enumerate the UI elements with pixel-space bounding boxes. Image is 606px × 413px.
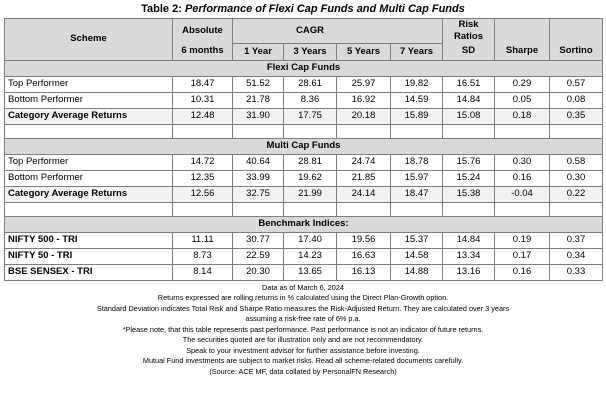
cell: 18.47 bbox=[173, 76, 233, 92]
header-blank bbox=[337, 19, 391, 44]
table-title-prefix: Table 2: bbox=[141, 3, 185, 15]
cell: 13.16 bbox=[443, 264, 495, 280]
header-scheme: Scheme bbox=[5, 19, 173, 61]
cell: 20.30 bbox=[233, 264, 284, 280]
cell: 40.64 bbox=[233, 154, 284, 170]
header-cagr: CAGR bbox=[284, 19, 337, 44]
table-row bbox=[5, 154, 603, 170]
header-1-year: 1 Year bbox=[233, 43, 284, 60]
table-row bbox=[5, 76, 603, 92]
cell: 15.89 bbox=[391, 108, 443, 124]
section-title-benchmark: Benchmark Indices: bbox=[5, 216, 603, 232]
cell: 11.11 bbox=[173, 232, 233, 248]
cell: 15.97 bbox=[391, 170, 443, 186]
cell: 17.40 bbox=[284, 232, 337, 248]
cell: 18.47 bbox=[391, 186, 443, 202]
cell: 12.48 bbox=[173, 108, 233, 124]
row-name: NIFTY 500 - TRI bbox=[5, 232, 173, 248]
cell: 0.08 bbox=[550, 92, 603, 108]
row-name: Category Average Returns bbox=[5, 186, 173, 202]
footnote: The securities quoted are for illustration only and are not recommendatory. bbox=[182, 335, 424, 344]
section-title-multi-cap: Multi Cap Funds bbox=[5, 138, 603, 154]
header-risk: Risk bbox=[458, 19, 479, 30]
header-blank bbox=[391, 19, 443, 44]
cell: 14.72 bbox=[173, 154, 233, 170]
cell: 0.58 bbox=[550, 154, 603, 170]
table-row-average bbox=[5, 108, 603, 124]
cell: 16.92 bbox=[337, 92, 391, 108]
cell: 24.14 bbox=[337, 186, 391, 202]
cell: 0.30 bbox=[550, 170, 603, 186]
cell: 0.22 bbox=[550, 186, 603, 202]
cell: 16.13 bbox=[337, 264, 391, 280]
header-3-years: 3 Years bbox=[284, 43, 337, 60]
cell: 17.75 bbox=[284, 108, 337, 124]
table-row bbox=[5, 170, 603, 186]
cell: 19.56 bbox=[337, 232, 391, 248]
cell: 8.73 bbox=[173, 248, 233, 264]
cell: 0.16 bbox=[495, 264, 550, 280]
section-title-flexi-cap: Flexi Cap Funds bbox=[5, 60, 603, 76]
cell: 21.85 bbox=[337, 170, 391, 186]
cell: 0.34 bbox=[550, 248, 603, 264]
cell: 13.65 bbox=[284, 264, 337, 280]
header-5-years: 5 Years bbox=[337, 43, 391, 60]
table-title-text: Performance of Flexi Cap Funds and Multi Cap Funds bbox=[184, 3, 465, 15]
cell: 0.37 bbox=[550, 232, 603, 248]
cell: 31.90 bbox=[233, 108, 284, 124]
footnote: Standard Deviation indicates Total Risk and Sharpe Ratio measures the Risk-Adjusted Return. They are calculated over 3 years bbox=[96, 303, 510, 313]
cell: 21.78 bbox=[233, 92, 284, 108]
cell: 0.57 bbox=[550, 76, 603, 92]
header-ratios: Ratios bbox=[453, 31, 484, 42]
table-row bbox=[5, 232, 603, 248]
header-blank bbox=[233, 19, 284, 44]
cell: 12.56 bbox=[173, 186, 233, 202]
table-row bbox=[5, 92, 603, 108]
cell: 18.78 bbox=[391, 154, 443, 170]
row-name: NIFTY 50 - TRI bbox=[5, 248, 173, 264]
section-header-row bbox=[5, 60, 603, 76]
footnote: assuming a risk-free rate of 6% p.a. bbox=[245, 314, 361, 323]
cell: 15.37 bbox=[391, 232, 443, 248]
cell: -0.04 bbox=[495, 186, 550, 202]
spacer-row bbox=[5, 124, 603, 138]
cell: 28.81 bbox=[284, 154, 337, 170]
cell: 12.35 bbox=[173, 170, 233, 186]
cell: 0.18 bbox=[495, 108, 550, 124]
cell: 24.74 bbox=[337, 154, 391, 170]
cell: 25.97 bbox=[337, 76, 391, 92]
row-name: Category Average Returns bbox=[5, 108, 173, 124]
cell: 32.75 bbox=[233, 186, 284, 202]
header-6-months: 6 months bbox=[173, 43, 233, 60]
row-name: Top Performer bbox=[5, 154, 173, 170]
cell: 30.77 bbox=[233, 232, 284, 248]
cell: 16.51 bbox=[443, 76, 495, 92]
cell: 33.99 bbox=[233, 170, 284, 186]
cell: 16.63 bbox=[337, 248, 391, 264]
cell: 15.38 bbox=[443, 186, 495, 202]
cell: 0.05 bbox=[495, 92, 550, 108]
cell: 15.76 bbox=[443, 154, 495, 170]
footnotes bbox=[0, 283, 606, 378]
header-7-years: 7 Years bbox=[391, 43, 443, 60]
header-sd: SD bbox=[443, 43, 495, 60]
footnote: Speak to your investment advisor for further assistance before investing. bbox=[186, 345, 420, 355]
cell: 20.18 bbox=[337, 108, 391, 124]
footnote: Returns expressed are rolling returns in % calculated using the Direct Plan-Growth option. bbox=[157, 293, 449, 302]
table-row bbox=[5, 248, 603, 264]
table-row-average bbox=[5, 186, 603, 202]
cell: 0.19 bbox=[495, 232, 550, 248]
table-row bbox=[5, 264, 603, 280]
cell: 19.62 bbox=[284, 170, 337, 186]
performance-table bbox=[4, 18, 603, 281]
cell: 8.14 bbox=[173, 264, 233, 280]
cell: 0.30 bbox=[495, 154, 550, 170]
cell: 14.59 bbox=[391, 92, 443, 108]
footnote: Data as of March 6, 2024 bbox=[262, 282, 344, 292]
row-name: Bottom Performer bbox=[5, 92, 173, 108]
header-blank bbox=[495, 19, 550, 44]
table-title bbox=[0, 0, 606, 18]
footnote: Mutual Fund investments are subject to market risks. Read all scheme-related documents carefully. bbox=[142, 356, 464, 365]
cell: 51.52 bbox=[233, 76, 284, 92]
cell: 15.24 bbox=[443, 170, 495, 186]
spacer-row bbox=[5, 202, 603, 216]
header-blank bbox=[550, 19, 603, 44]
cell: 0.35 bbox=[550, 108, 603, 124]
row-name: Bottom Performer bbox=[5, 170, 173, 186]
header-sharpe: Sharpe bbox=[495, 43, 550, 60]
cell: 14.88 bbox=[391, 264, 443, 280]
cell: 14.84 bbox=[443, 232, 495, 248]
cell: 0.17 bbox=[495, 248, 550, 264]
row-name: Top Performer bbox=[5, 76, 173, 92]
cell: 28.61 bbox=[284, 76, 337, 92]
cell: 14.23 bbox=[284, 248, 337, 264]
cell: 19.82 bbox=[391, 76, 443, 92]
cell: 14.58 bbox=[391, 248, 443, 264]
section-header-row bbox=[5, 138, 603, 154]
row-name: BSE SENSEX - TRI bbox=[5, 264, 173, 280]
cell: 8.36 bbox=[284, 92, 337, 108]
header-risk-ratios bbox=[443, 19, 495, 44]
footnote: *Please note, that this table represents past performance. Past performance is not an indicator of future returns. bbox=[122, 324, 484, 334]
footnote: (Source: ACE MF, data collated by PersonalFN Research) bbox=[209, 366, 397, 376]
header-sortino: Sortino bbox=[550, 43, 603, 60]
cell: 22.59 bbox=[233, 248, 284, 264]
cell: 10.31 bbox=[173, 92, 233, 108]
cell: 13.34 bbox=[443, 248, 495, 264]
header-row-top bbox=[5, 19, 603, 44]
cell: 0.33 bbox=[550, 264, 603, 280]
cell: 0.16 bbox=[495, 170, 550, 186]
cell: 21.99 bbox=[284, 186, 337, 202]
cell: 15.08 bbox=[443, 108, 495, 124]
cell: 14.84 bbox=[443, 92, 495, 108]
cell: 0.29 bbox=[495, 76, 550, 92]
section-header-row bbox=[5, 216, 603, 232]
header-absolute: Absolute bbox=[173, 19, 233, 44]
